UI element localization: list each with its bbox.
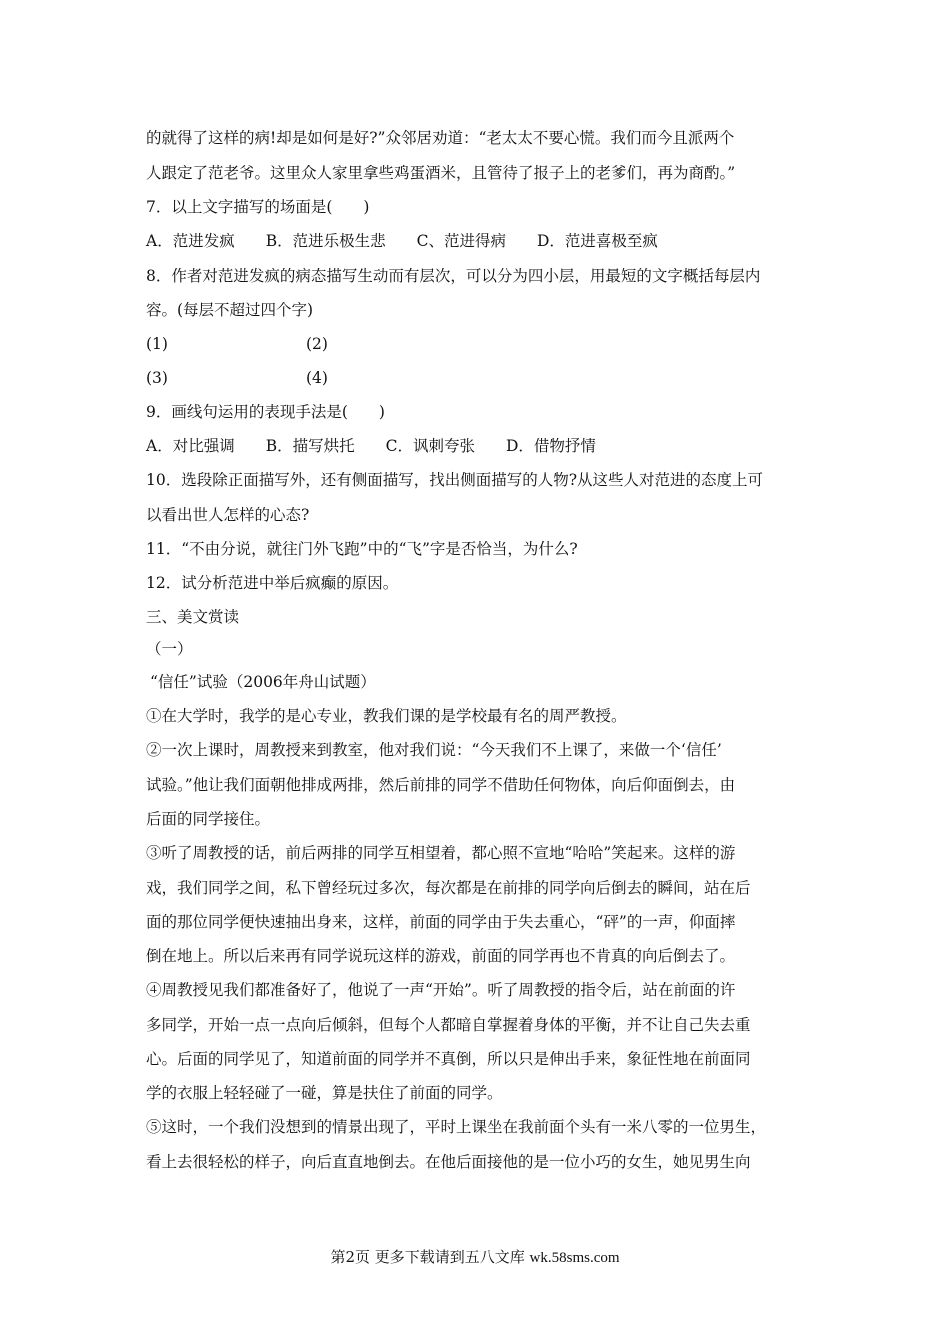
footer-text: 第2页 更多下载请到五八文库	[330, 1248, 525, 1266]
question-11: 11．“不由分说，就往门外飞跑”中的“飞”字是否恰当，为什么?	[146, 540, 578, 558]
blank-4: (4)	[306, 369, 328, 387]
text-line: 心。后面的同学见了，知道前面的同学并不真倒，所以只是伸出手来，象征性地在前面同	[146, 1050, 751, 1068]
text-line: 面的那位同学便快速抽出身来，这样，前面的同学由于失去重心，“砰”的一声，仰面摔	[146, 913, 736, 931]
page-footer	[0, 1246, 950, 1267]
text-line: 容。(每层不超过四个字)	[146, 301, 314, 319]
text-line: 看上去很轻松的样子，向后直直地倒去。在他后面接他的是一位小巧的女生，她见男生向	[146, 1153, 751, 1171]
section-heading: 三、美文赏读	[146, 608, 240, 626]
question-12: 12．试分析范进中举后疯癫的原因。	[146, 574, 399, 592]
paragraph-3: ③听了周教授的话，前后两排的同学互相望着，都心照不宣地“哈哈”笑起来。这样的游	[146, 844, 736, 862]
text-line: 戏，我们同学之间，私下曾经玩过多次，每次都是在前排的同学向后倒去的瞬间，站在后	[146, 879, 751, 897]
text-line: 人跟定了范老爷。这里众人家里拿些鸡蛋酒米，且管待了报子上的老爹们，再为商酌。”	[146, 164, 736, 182]
text-line: 多同学，开始一点一点向后倾斜，但每个人都暗自掌握着身体的平衡，并不让自己失去重	[146, 1016, 751, 1034]
question-9-options: A．对比强调 B．描写烘托 C．讽刺夸张 D．借物抒情	[146, 437, 596, 455]
blank-3: (3)	[146, 369, 168, 387]
answer-blank-row	[146, 334, 328, 354]
subsection-heading: （一）	[146, 640, 193, 658]
answer-blank-row	[146, 368, 328, 388]
article-title: “信任”试验（2006年舟山试题）	[150, 673, 376, 691]
text-line: 以看出世人怎样的心态?	[146, 506, 310, 524]
text-line: 后面的同学接住。	[146, 810, 271, 828]
blank-1: (1)	[146, 335, 168, 353]
question-8: 8．作者对范进发疯的病态描写生动而有层次，可以分为四小层，用最短的文字概括每层内	[146, 267, 761, 285]
text-line: 试验。”他让我们面朝他排成两排，然后前排的同学不借助任何物体，向后仰面倒去，由	[146, 776, 736, 794]
text-line: 倒在地上。所以后来再有同学说玩这样的游戏，前面的同学再也不肯真的向后倒去了。	[146, 947, 736, 965]
paragraph-4: ④周教授见我们都准备好了，他说了一声“开始”。听了周教授的指令后，站在前面的许	[146, 981, 736, 999]
paragraph-1: ①在大学时，我学的是心专业，教我们课的是学校最有名的周严教授。	[146, 707, 627, 725]
blank-2: (2)	[306, 335, 328, 353]
question-7: 7．以上文字描写的场面是( )	[146, 198, 370, 216]
question-9: 9．画线句运用的表现手法是( )	[146, 403, 385, 421]
text-line: 学的衣服上轻轻碰了一碰，算是扶住了前面的同学。	[146, 1084, 503, 1102]
text-line: 的就得了这样的病!却是如何是好?”众邻居劝道：“老太太不要心慌。我们而今且派两个	[146, 129, 735, 147]
paragraph-5: ⑤这时，一个我们没想到的情景出现了，平时上课坐在我前面个头有一米八零的一位男生，	[146, 1118, 767, 1136]
footer-link[interactable]: wk.58sms.com	[529, 1250, 620, 1266]
question-10: 10．选段除正面描写外，还有侧面描写，找出侧面描写的人物?从这些人对范进的态度上可	[146, 471, 764, 489]
paragraph-2: ②一次上课时，周教授来到教室，他对我们说：“今天我们不上课了，来做一个‘信任’	[146, 741, 722, 759]
question-7-options: A．范进发疯 B．范进乐极生悲 C、范进得病 D．范进喜极至疯	[146, 232, 658, 250]
